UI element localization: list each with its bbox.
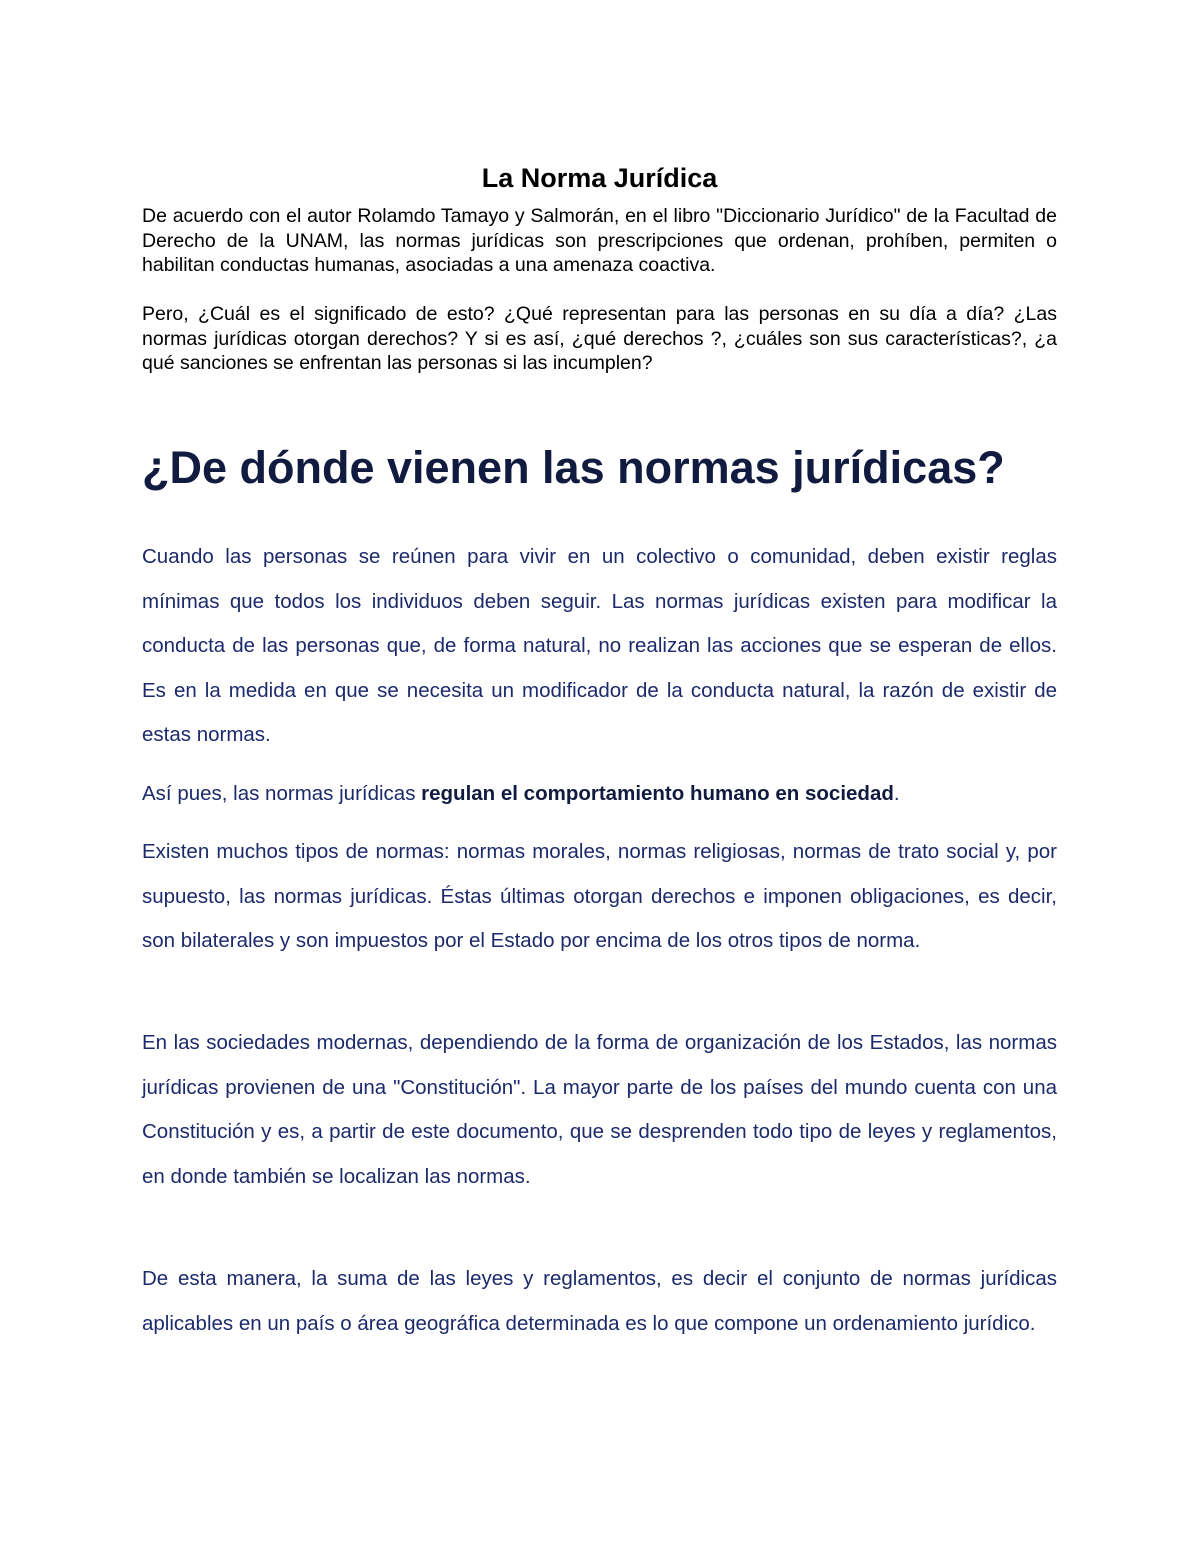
section-heading: ¿De dónde vienen las normas jurídicas?	[142, 442, 1005, 493]
document-title: La Norma Jurídica	[481, 163, 718, 194]
body-paragraph-4: De esta manera, la suma de las leyes y reglamentos, es decir el conjunto de normas jurídicas aplicables en un país o área geográfica determinada es lo que compone un ordenamiento jurídico.	[142, 1267, 1057, 1335]
intro-paragraph-1: De acuerdo con el autor Rolamdo Tamayo y Salmorán, en el libro "Diccionario Jurídico" de la Facultad de Derecho de la UNAM, las normas jurídicas son prescripciones que ordenan, prohíben, permiten o habilitan conductas humanas, asociadas a una amenaza coactiva.	[142, 205, 1057, 276]
body-paragraph-1: Cuando las personas se reúnen para vivir en un colectivo o comunidad, deben existir reglas mínimas que todos los individuos deben seguir. Las normas jurídicas existen para modificar la conducta de las personas que, de forma natural, no realizan las acciones que se esperan de ellos. Es en la medida en que se necesita un modificador de la conducta natural, la razón de existir de estas normas.	[142, 545, 1057, 746]
body-paragraph-3: En las sociedades modernas, dependiendo de la forma de organización de los Estados, las normas jurídicas provienen de una "Constitución". La mayor parte de los países del mundo cuenta con una Constitución y es, a partir de este documento, que se desprenden todo tipo de leyes y reglamentos, en donde también se localizan las normas.	[142, 1031, 1057, 1188]
emphasis-paragraph	[142, 772, 1057, 817]
intro-paragraph-2: Pero, ¿Cuál es el significado de esto? ¿Qué representan para las personas en su día a día? ¿Las normas jurídicas otorgan derechos? Y si es así, ¿qué derechos ?, ¿cuáles son sus características?, ¿a qué sanciones se enfrentan las personas si las incumplen?	[142, 303, 1057, 374]
emphasis-suffix: .	[893, 782, 900, 805]
body-paragraph-2: Existen muchos tipos de normas: normas morales, normas religiosas, normas de trato social y, por supuesto, las normas jurídicas. Éstas últimas otorgan derechos e imponen obligaciones, es decir, son bilaterales y son impuestos por el Estado por encima de los otros tipos de norma.	[142, 840, 1057, 952]
emphasis-prefix: Así pues, las normas jurídicas	[142, 782, 422, 805]
emphasis-bold-text: regulan el comportamiento humano en sociedad	[421, 782, 894, 805]
